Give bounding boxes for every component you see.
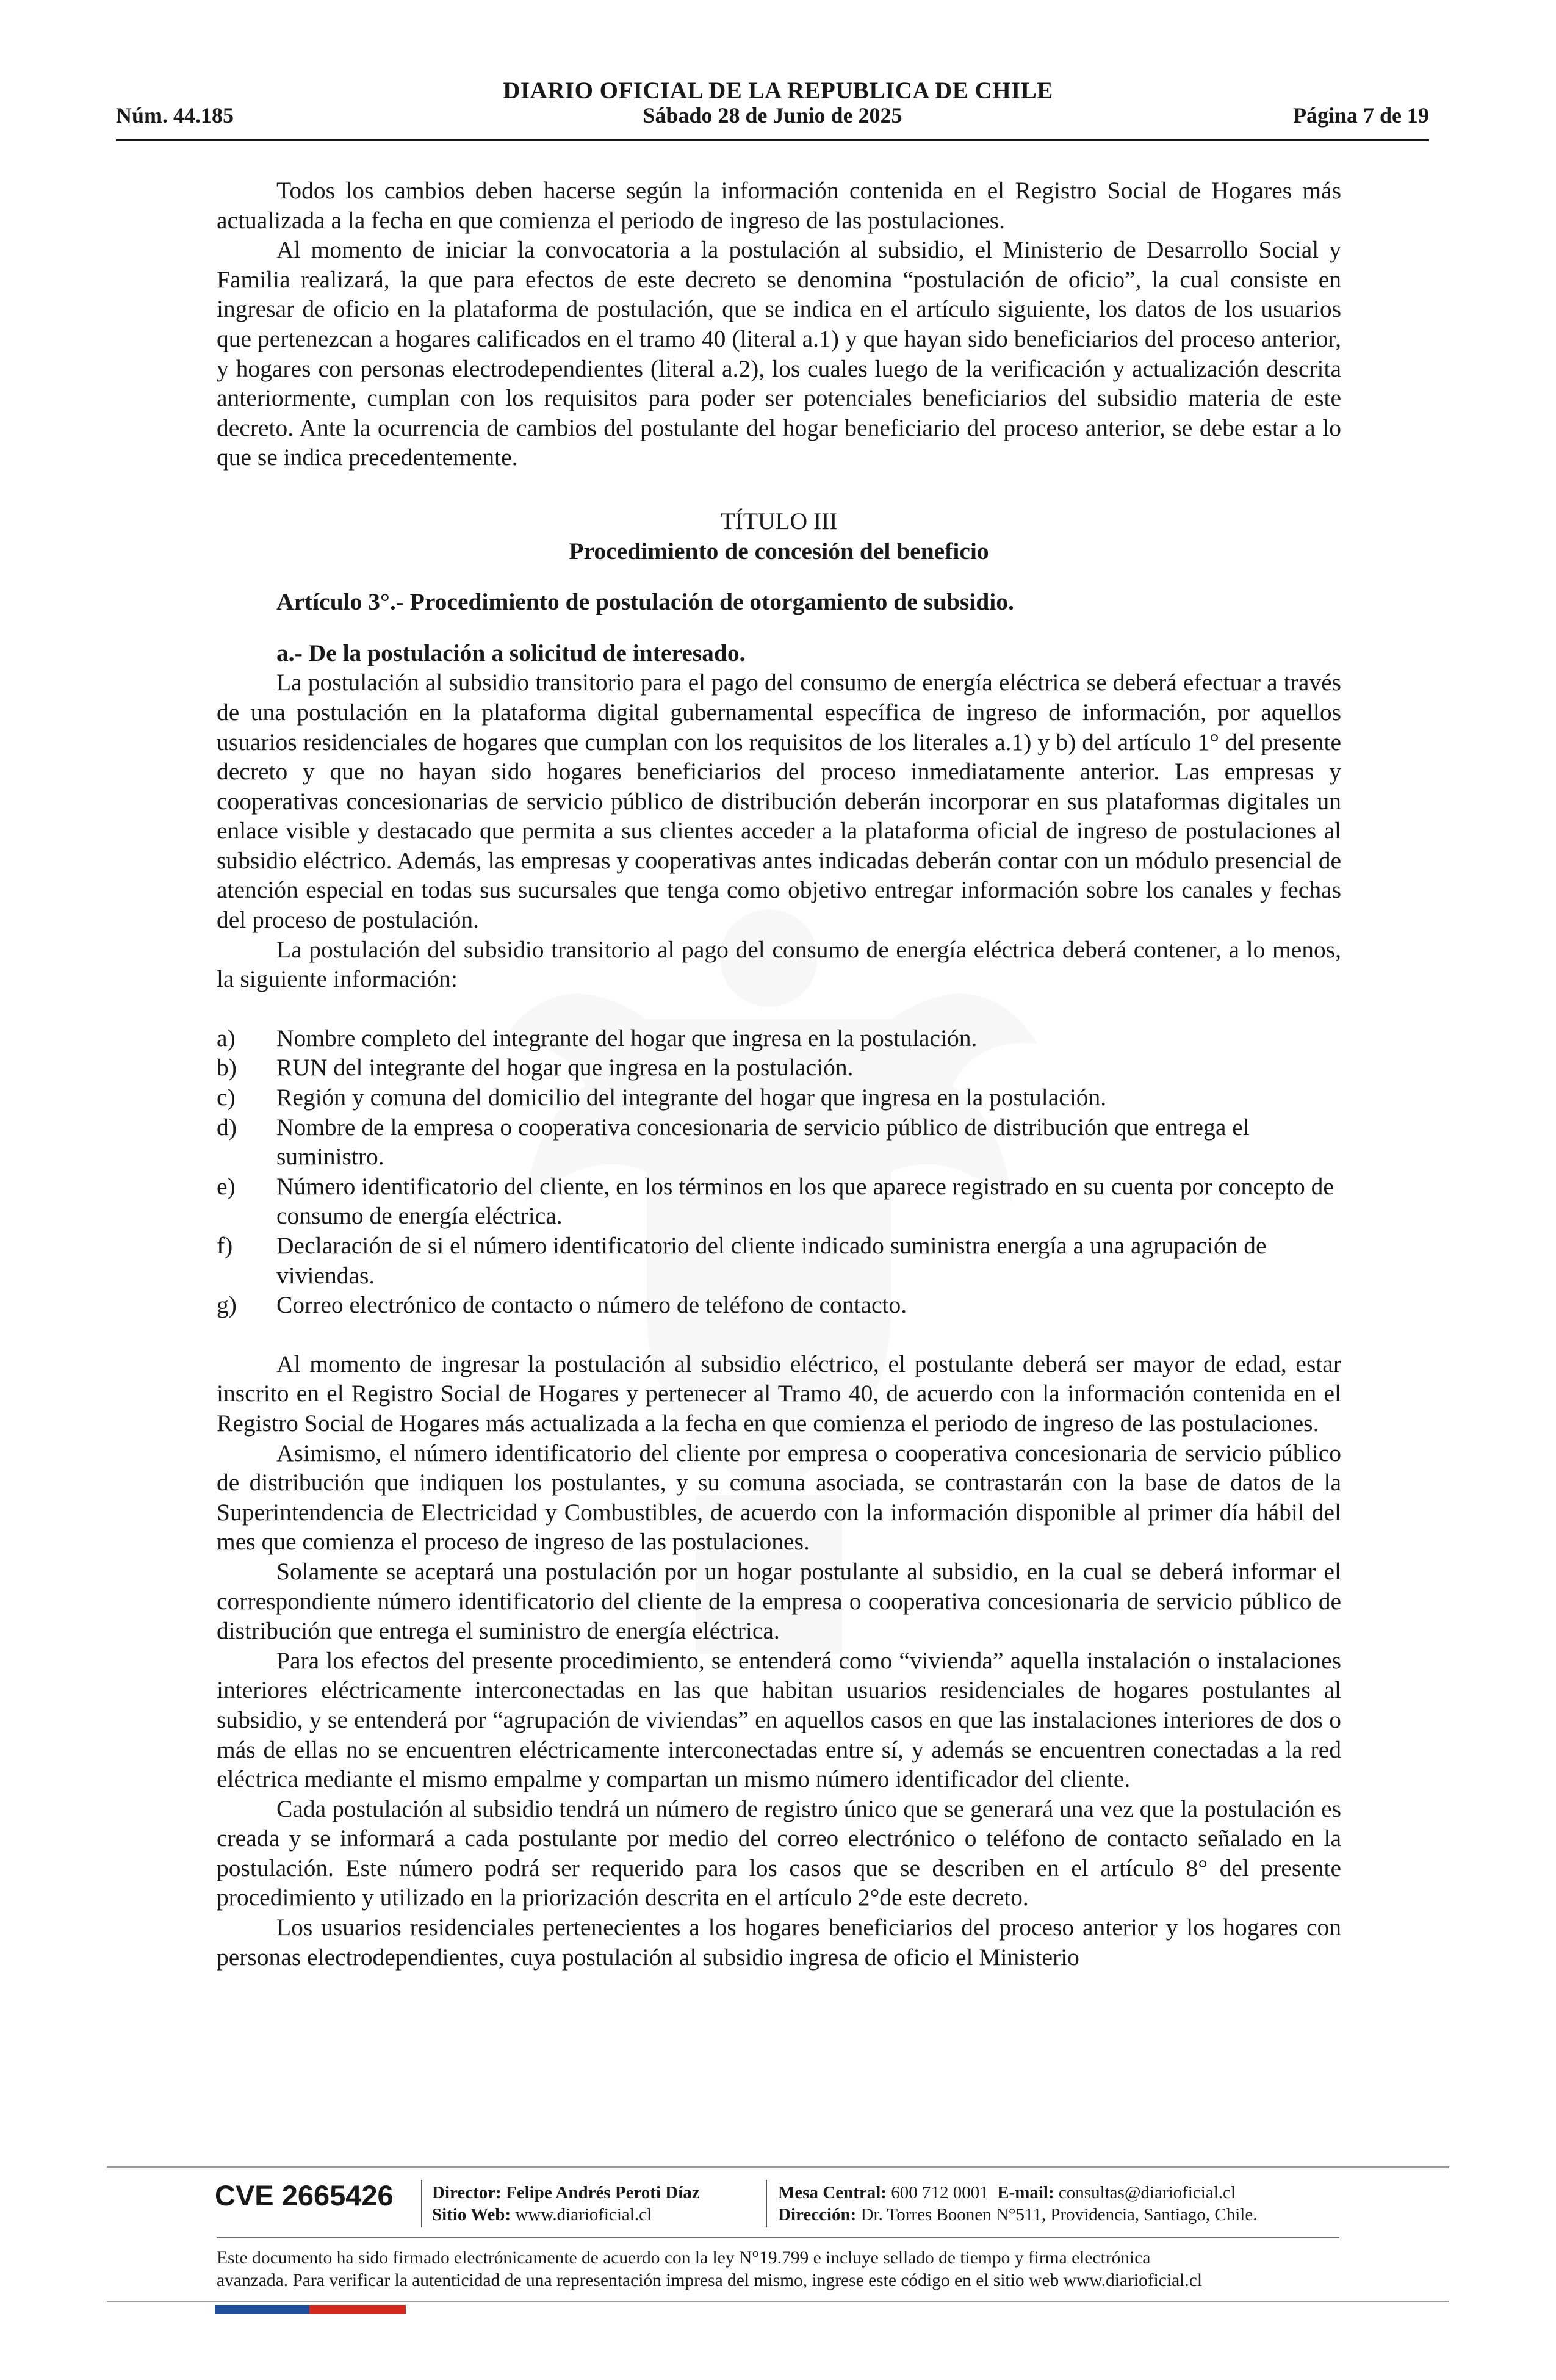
subsection-heading: a.- De la postulación a solicitud de interesado. [276,639,746,666]
section-subtitle: Procedimiento de concesión del beneficio [569,537,989,564]
footer-contact-block [778,2182,1257,2226]
paragraph: Para los efectos del presente procedimiento, se entenderá como “vivienda” aquella instalación o instalaciones interiores eléctricamente interconectadas en las que habitan usuarios residenciales de hogares postulantes al subsidio, y se entenderá por “agrupación de viviendas” en aquellos casos en que las instalaciones interiores de dos o más de ellas no se encuentren eléctricamente interconectadas entre sí, y además se encuentren conectadas a la red eléctrica mediante el mismo empalme y compartan un mismo número identificador del cliente. [217,1646,1341,1793]
director-name: Felipe Andrés Peroti Díaz [506,2183,700,2202]
mesa-phone: 600 712 0001 [891,2183,989,2202]
requirements-list [217,1023,1341,1320]
paragraph: Los usuarios residenciales pertenecientes a los hogares beneficiarios del proceso anterior y los hogares con personas electrodependientes, cuya postulación al subsidio ingresa de oficio el Ministerio [217,1914,1341,1971]
section-title: TÍTULO III [720,507,838,535]
mesa-label: Mesa Central: [778,2183,887,2202]
list-item-text: Región y comuna del domicilio del integrante del hogar que ingresa en la postulación. [276,1084,1107,1111]
legal-line: Este documento ha sido firmado electrónicamente de acuerdo con la ley N°19.799 e incluye sellado de tiempo y firma electrónica [217,2248,1151,2268]
footer-rule-top [107,2166,1449,2168]
paragraph: La postulación del subsidio transitorio al pago del consumo de energía eléctrica deberá contener, a lo menos, la siguiente información: [217,936,1341,993]
issue-number: Núm. 44.185 [116,103,234,128]
gazette-title: DIARIO OFICIAL DE LA REPUBLICA DE CHILE [503,78,1053,104]
list-marker: e) [217,1172,236,1200]
list-item-text: Nombre de la empresa o cooperativa concesionaria de servicio público de distribución que entrega el suministro. [276,1113,1250,1170]
paragraph: Al momento de iniciar la convocatoria a la postulación al subsidio, el Ministerio de Desarrollo Social y Familia realizará, la que para efectos de este decreto se denomina “postulación de oficio”, la cual consiste en ingresar de oficio en la plataforma de postulación, que se indica en el artículo siguiente, los datos de los usuarios que pertenezcan a hogares calificados en el tramo 40 (literal a.1) y que hayan sido beneficiarios del proceso anterior, y hogares con personas electrodependientes (literal a.2), los cuales luego de la verificación y actualización descrita anteriormente, cumplan con los requisitos para poder ser potenciales beneficiarios del subsidio materia de este decreto. Ante la ocurrencia de cambios del postulante del hogar beneficiario del proceso anterior, se debe estar a lo que se indica precedentemente. [217,236,1341,471]
flag-stripe-red [309,2305,406,2314]
list-item [217,1083,1341,1112]
email-label: E-mail: [997,2183,1054,2202]
header-rule [116,139,1429,141]
list-item [217,1231,1341,1290]
article-heading: Artículo 3°.- Procedimiento de postulación de otorgamiento de subsidio. [276,588,1014,616]
list-item [217,1172,1341,1231]
footer-separator [421,2180,422,2227]
list-item-text: Correo electrónico de contacto o número de teléfono de contacto. [276,1291,907,1319]
legal-notice [217,2247,1342,2292]
website-link[interactable]: www.diarioficial.cl [515,2205,652,2224]
list-marker: d) [217,1113,237,1141]
footer-separator [766,2180,767,2227]
paragraph: La postulación al subsidio transitorio para el pago del consumo de energía eléctrica se deberá efectuar a través de una postulación en la plataforma digital gubernamental específica de ingreso de información, por aquellos usuarios residenciales de hogares que cumplan con los requisitos de los literales a.1) y b) del artículo 1° del presente decreto y que no hayan sido hogares beneficiarios del proceso inmediatamente anterior. Las empresas y cooperativas concesionarias de servicio público de distribución deberán incorporar en sus plataformas digitales un enlace visible y destacado que permita a sus clientes acceder a la plataforma oficial de ingreso de postulaciones al subsidio eléctrico. Además, las empresas y cooperativas antes indicadas deberán contar con un módulo presencial de atención especial en todas sus sucursales que tenga como objetivo entregar información sobre los canales y fechas del proceso de postulación. [217,669,1341,934]
list-item-text: Declaración de si el número identificatorio del cliente indicado suministra energía a una agrupación de viviendas. [276,1232,1267,1289]
paragraph: Al momento de ingresar la postulación al subsidio eléctrico, el postulante deberá ser mayor de edad, estar inscrito en el Registro Social de Hogares y pertenecer al Tramo 40, de acuerdo con la información contenida en el Registro Social de Hogares más actualizada a la fecha en que comienza el periodo de ingreso de las postulaciones. [217,1350,1341,1437]
flag-stripe-blue [215,2305,309,2314]
email-link[interactable]: consultas@diarioficial.cl [1058,2183,1236,2202]
list-marker: f) [217,1232,233,1259]
paragraph: Solamente se aceptará una postulación por un hogar postulante al subsidio, en la cual se deberá informar el correspondiente número identificatorio del cliente de la empresa o cooperativa concesionaria de servicio público de distribución que entrega el suministro de energía eléctrica. [217,1557,1341,1645]
list-marker: a) [217,1024,236,1051]
footer-rule-bottom [107,2301,1449,2302]
address: Dr. Torres Boonen N°511, Providencia, Santiago, Chile. [860,2205,1258,2224]
list-item-text: Número identificatorio del cliente, en los términos en los que aparece registrado en su cuenta por concepto de consumo de energía eléctrica. [276,1172,1334,1230]
director-label: Director: [432,2183,502,2202]
document-body [217,176,1341,1972]
direccion-label: Dirección: [778,2205,857,2224]
footer-rule-middle [217,2237,1339,2238]
list-marker: g) [217,1291,237,1319]
list-marker: c) [217,1084,236,1111]
list-item [217,1290,1341,1320]
list-marker: b) [217,1054,237,1081]
list-item [217,1112,1341,1172]
web-label: Sitio Web: [432,2205,511,2224]
paragraph: Asimismo, el número identificatorio del cliente por empresa o cooperativa concesionaria de servicio público de distribución que indiquen los postulantes, y su comuna asociada, se contrastarán con la base de datos de la Superintendencia de Electricidad y Combustibles, de acuerdo con la información disponible al primer día hábil del mes que comienza el proceso de ingreso de las postulaciones. [217,1439,1341,1556]
paragraph: Todos los cambios deben hacerse según la información contenida en el Registro Social de Hogares más actualizada a la fecha en que comienza el periodo de ingreso de las postulaciones. [217,177,1341,234]
list-item-text: Nombre completo del integrante del hogar que ingresa en la postulación. [276,1024,978,1051]
paragraph: Cada postulación al subsidio tendrá un número de registro único que se generará una vez que la postulación es creada y se informará a cada postulante por medio del correo electrónico o teléfono de contacto señalado en la postulación. Este número podrá ser requerido para los casos que se describen en el artículo 8° del presente procedimiento y utilizado en la priorización descrita en el artículo 2°de este decreto. [217,1795,1341,1911]
list-item [217,1023,1341,1053]
header-row [116,103,1429,133]
issue-date: Sábado 28 de Junio de 2025 [643,103,902,128]
list-item-text: RUN del integrante del hogar que ingresa en la postulación. [276,1054,854,1081]
cve-code: CVE 2665426 [215,2179,394,2212]
legal-line: avanzada. Para verificar la autenticidad de una representación impresa del mismo, ingrese este código en el sitio web www.diarioficial.cl [217,2271,1203,2290]
footer-director-block [432,2182,700,2226]
list-item [217,1053,1341,1083]
page-number: Página 7 de 19 [1292,103,1429,128]
